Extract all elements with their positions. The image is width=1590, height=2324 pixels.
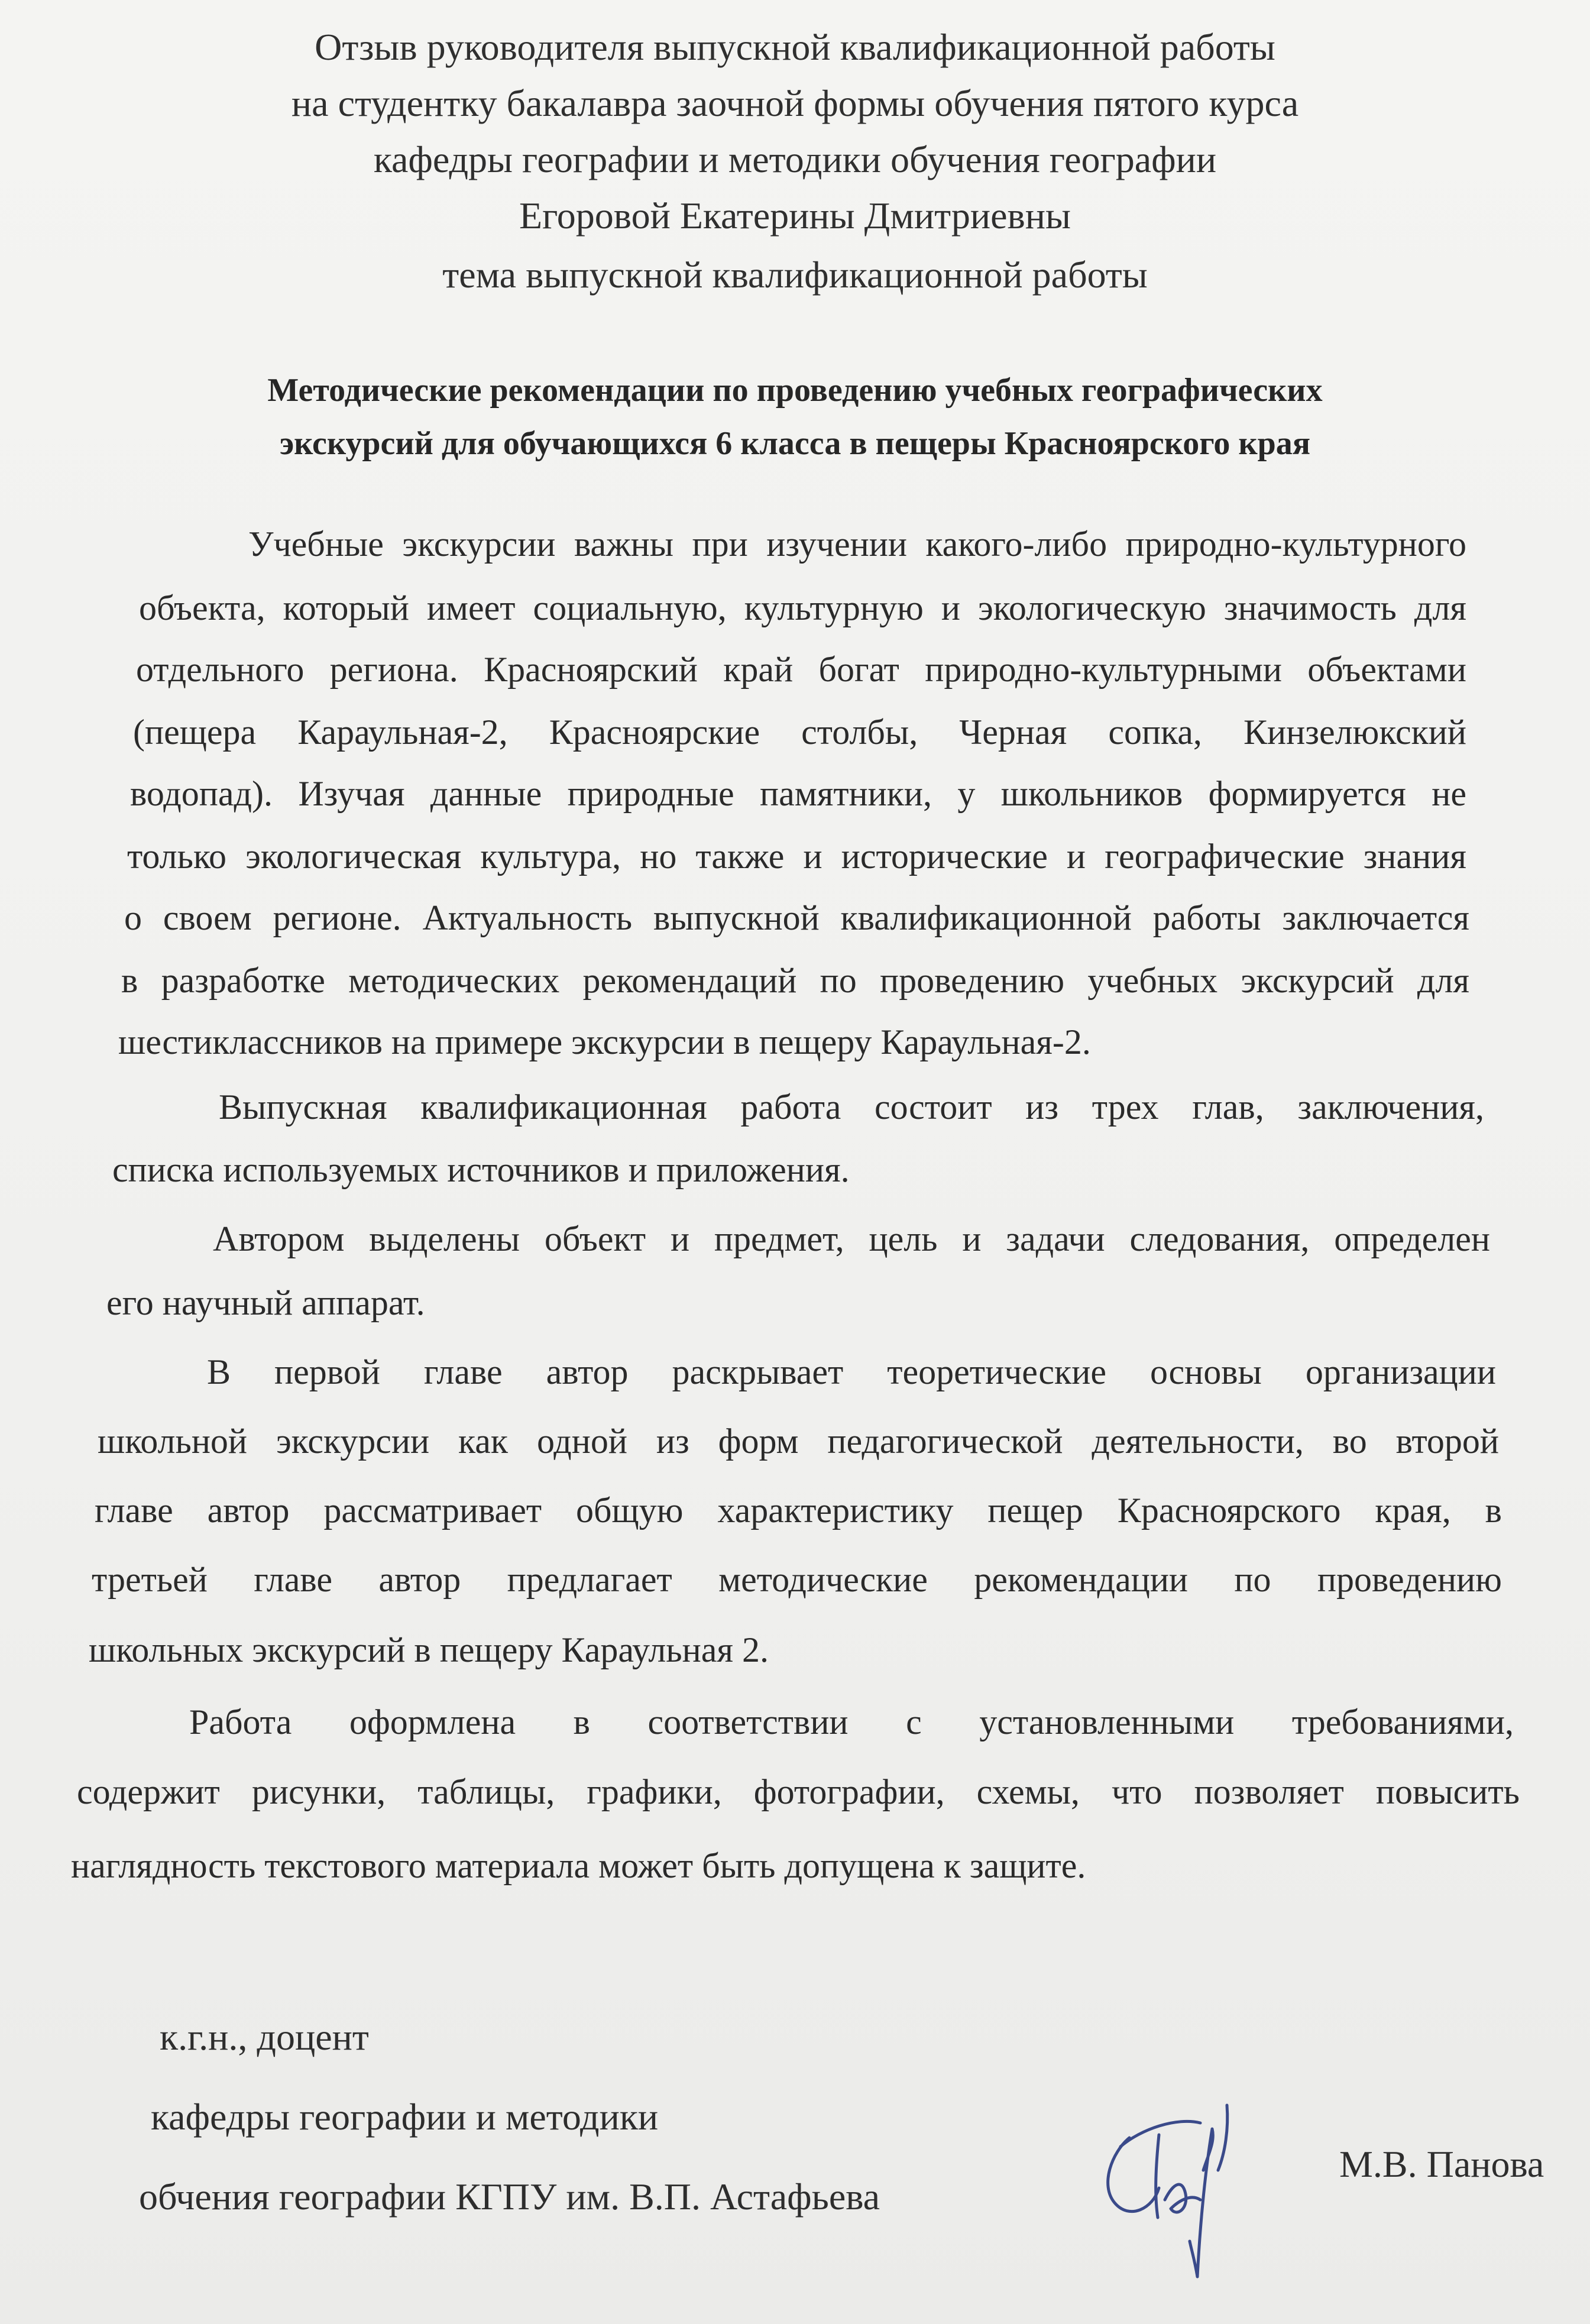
body-line: (пещера Караульная-2, Красноярские столбы, Черная сопка, Кинзелюкский xyxy=(133,713,1466,752)
header-line-4: Егоровой Екатерины Дмитриевны xyxy=(519,195,1071,237)
body-line: Работа оформлена в соответствии с установленными требованиями, xyxy=(189,1702,1514,1742)
body-line: содержит рисунки, таблицы, графики, фотографии, схемы, что позволяет повысить xyxy=(77,1772,1520,1811)
signer-university: обчения географии КГПУ им. В.П. Астафьева xyxy=(139,2176,880,2218)
header-line-3: кафедры географии и методики обучения географии xyxy=(373,138,1217,180)
body-line: отдельного региона. Красноярский край богат природно-культурными объектами xyxy=(136,650,1466,689)
header-line-2: на студентку бакалавра заочной формы обучения пятого курса xyxy=(291,82,1299,124)
handwritten-signature xyxy=(1088,2082,1265,2294)
title-line-1: Методические рекомендации по проведению учебных географических xyxy=(267,372,1323,409)
body-line: Учебные экскурсии важны при изучении какого-либо природно-культурного xyxy=(248,525,1466,564)
body-line: Автором выделены объект и предмет, цель и задачи следования, определен xyxy=(213,1219,1490,1258)
body-line: В первой главе автор раскрывает теоретические основы организации xyxy=(207,1352,1496,1391)
body-line: школьных экскурсий в пещеру Караульная 2. xyxy=(89,1630,769,1669)
body-line: Выпускная квалификационная работа состоит из трех глав, заключения, xyxy=(219,1087,1484,1127)
body-line: водопад). Изучая данные природные памятники, у школьников формируется не xyxy=(130,774,1466,813)
body-line: о своем регионе. Актуальность выпускной квалификационной работы заключается xyxy=(124,898,1469,937)
body-line: главе автор рассматривает общую характеристику пещер Красноярского края, в xyxy=(95,1491,1502,1530)
body-line: его научный аппарат. xyxy=(106,1283,425,1322)
title-line-2: экскурсий для обучающихся 6 класса в пещеры Красноярского края xyxy=(279,425,1311,462)
header-line-5: тема выпускной квалификационной работы xyxy=(442,254,1148,296)
signer-degree: к.г.н., доцент xyxy=(160,2016,369,2058)
body-line: только экологическая культура, но также и исторические и географические знания xyxy=(127,837,1466,876)
body-line: списка используемых источников и приложения. xyxy=(112,1150,850,1189)
body-line: наглядность текстового материала может быть допущена к защите. xyxy=(71,1846,1086,1885)
header-line-1: Отзыв руководителя выпускной квалификационной работы xyxy=(315,26,1275,68)
signer-department: кафедры географии и методики xyxy=(151,2096,659,2138)
body-line: третьей главе автор предлагает методические рекомендации по проведению xyxy=(92,1560,1502,1599)
body-line: в разработке методических рекомендаций по проведению учебных экскурсий для xyxy=(121,961,1469,1000)
signer-name: М.В. Панова xyxy=(1339,2143,1544,2185)
body-line: школьной экскурсии как одной из форм педагогической деятельности, во второй xyxy=(98,1422,1499,1461)
body-line: шестиклассников на примере экскурсии в пещеру Караульная-2. xyxy=(118,1022,1091,1061)
body-line: объекта, который имеет социальную, культурную и экологическую значимость для xyxy=(139,588,1466,627)
